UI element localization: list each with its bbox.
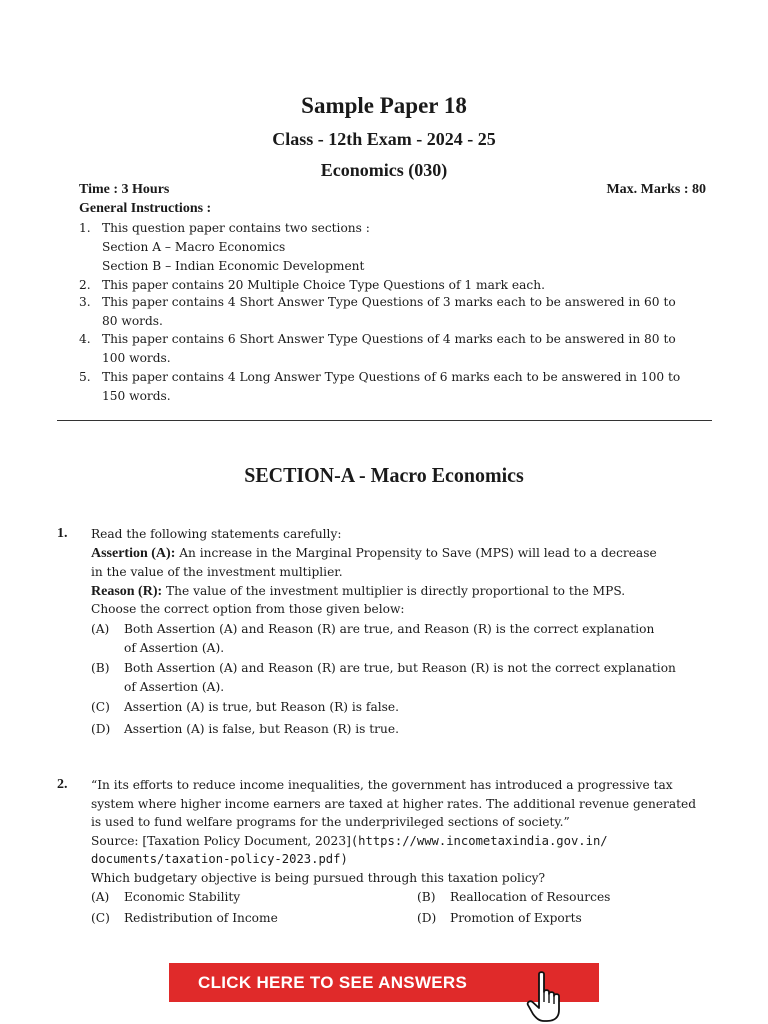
instructions-heading: General Instructions : bbox=[79, 201, 212, 216]
source-line bbox=[91, 832, 712, 851]
option-a bbox=[91, 888, 240, 907]
option-text: Both Assertion (A) and Reason (R) are true, and Reason (R) is the correct explanation bbox=[124, 622, 655, 636]
instruction-number: 1. bbox=[79, 221, 91, 235]
option-c bbox=[91, 698, 712, 717]
source-prefix: Source: [Taxation Policy Document, 2023] bbox=[91, 834, 351, 848]
time-label: Time : 3 Hours bbox=[79, 182, 170, 197]
option-text: of Assertion (A). bbox=[124, 641, 225, 655]
source-url: (https://www.incometaxindia.gov.in/ bbox=[350, 834, 608, 848]
section-title: SECTION-A - Macro Economics bbox=[244, 463, 524, 487]
reason-line bbox=[91, 582, 712, 601]
instruction-item bbox=[79, 368, 713, 406]
instruction-number: 4. bbox=[79, 332, 91, 346]
assertion-label: Assertion (A): bbox=[91, 546, 176, 561]
pointing-hand-icon bbox=[525, 970, 569, 1024]
max-marks-label: Max. Marks : 80 bbox=[606, 182, 706, 197]
paper-title: Sample Paper 18 bbox=[301, 93, 467, 118]
reason-text: The value of the investment multiplier is directly proportional to the MPS. bbox=[162, 584, 626, 598]
option-text: of Assertion (A). bbox=[124, 680, 225, 694]
option-text: Redistribution of Income bbox=[124, 911, 278, 925]
option-label: (D) bbox=[91, 722, 111, 736]
source-url-cont: documents/taxation-policy-2023.pdf) bbox=[91, 852, 348, 866]
instruction-text: Section B – Indian Economic Development bbox=[102, 259, 365, 273]
instruction-item bbox=[79, 330, 713, 368]
instruction-text: 150 words. bbox=[102, 389, 171, 403]
option-label: (A) bbox=[91, 622, 110, 636]
see-answers-label: CLICK HERE TO SEE ANSWERS bbox=[198, 973, 468, 992]
option-label: (A) bbox=[91, 890, 110, 904]
instruction-number: 5. bbox=[79, 370, 91, 384]
option-text: Assertion (A) is false, but Reason (R) is true. bbox=[124, 722, 399, 736]
subject-title: Economics (030) bbox=[320, 160, 448, 180]
question-text: “In its efforts to reduce income inequalities, the government has introduced a progressive tax bbox=[91, 778, 673, 792]
assertion-text: An increase in the Marginal Propensity to Save (MPS) will lead to a decrease bbox=[175, 546, 657, 560]
option-b bbox=[91, 659, 712, 697]
option-text: Reallocation of Resources bbox=[450, 890, 611, 904]
question-intro: Read the following statements carefully: bbox=[91, 527, 342, 541]
option-text: Promotion of Exports bbox=[450, 911, 582, 925]
question-number: 2. bbox=[57, 777, 68, 792]
option-label: (B) bbox=[417, 890, 436, 904]
option-a bbox=[91, 620, 712, 658]
assertion-text-cont: in the value of the investment multiplier. bbox=[91, 565, 343, 579]
question-prompt: Which budgetary objective is being pursued through this taxation policy? bbox=[91, 871, 546, 885]
instruction-text: This paper contains 4 Long Answer Type Questions of 6 marks each to be answered in 100 to bbox=[102, 370, 681, 384]
reason-label: Reason (R): bbox=[91, 584, 163, 599]
instruction-item bbox=[79, 219, 713, 276]
question-text: is used to fund welfare programs for the underprivileged sections of society.” bbox=[91, 815, 570, 829]
option-d bbox=[91, 720, 712, 739]
option-label: (C) bbox=[91, 700, 110, 714]
option-b bbox=[417, 888, 610, 907]
class-line: Class - 12th Exam - 2024 - 25 bbox=[272, 129, 496, 149]
option-c bbox=[91, 909, 278, 928]
instruction-text: This paper contains 6 Short Answer Type Questions of 4 marks each to be answered in 80 to bbox=[102, 332, 676, 346]
instruction-text: This question paper contains two sections : bbox=[102, 221, 370, 235]
option-label: (D) bbox=[417, 911, 437, 925]
option-text: Economic Stability bbox=[124, 890, 241, 904]
choose-instruction: Choose the correct option from those given below: bbox=[91, 602, 405, 616]
option-label: (C) bbox=[91, 911, 110, 925]
option-text: Both Assertion (A) and Reason (R) are true, but Reason (R) is not the correct explanation bbox=[124, 661, 676, 675]
option-text: Assertion (A) is true, but Reason (R) is false. bbox=[124, 700, 399, 714]
instruction-text: 80 words. bbox=[102, 314, 163, 328]
option-d bbox=[417, 909, 582, 928]
instruction-number: 3. bbox=[79, 295, 91, 309]
question-number: 1. bbox=[57, 526, 68, 541]
instruction-number: 2. bbox=[79, 278, 91, 292]
divider bbox=[57, 420, 712, 421]
instruction-text: This paper contains 20 Multiple Choice Type Questions of 1 mark each. bbox=[102, 278, 545, 292]
assertion-line bbox=[91, 544, 712, 563]
option-label: (B) bbox=[91, 661, 110, 675]
instruction-text: 100 words. bbox=[102, 351, 171, 365]
instruction-text: Section A – Macro Economics bbox=[102, 240, 286, 254]
instruction-text: This paper contains 4 Short Answer Type Questions of 3 marks each to be answered in 60 to bbox=[102, 295, 676, 309]
question-text: system where higher income earners are taxed at higher rates. The additional revenue generated bbox=[91, 797, 697, 811]
instruction-item bbox=[79, 293, 713, 331]
